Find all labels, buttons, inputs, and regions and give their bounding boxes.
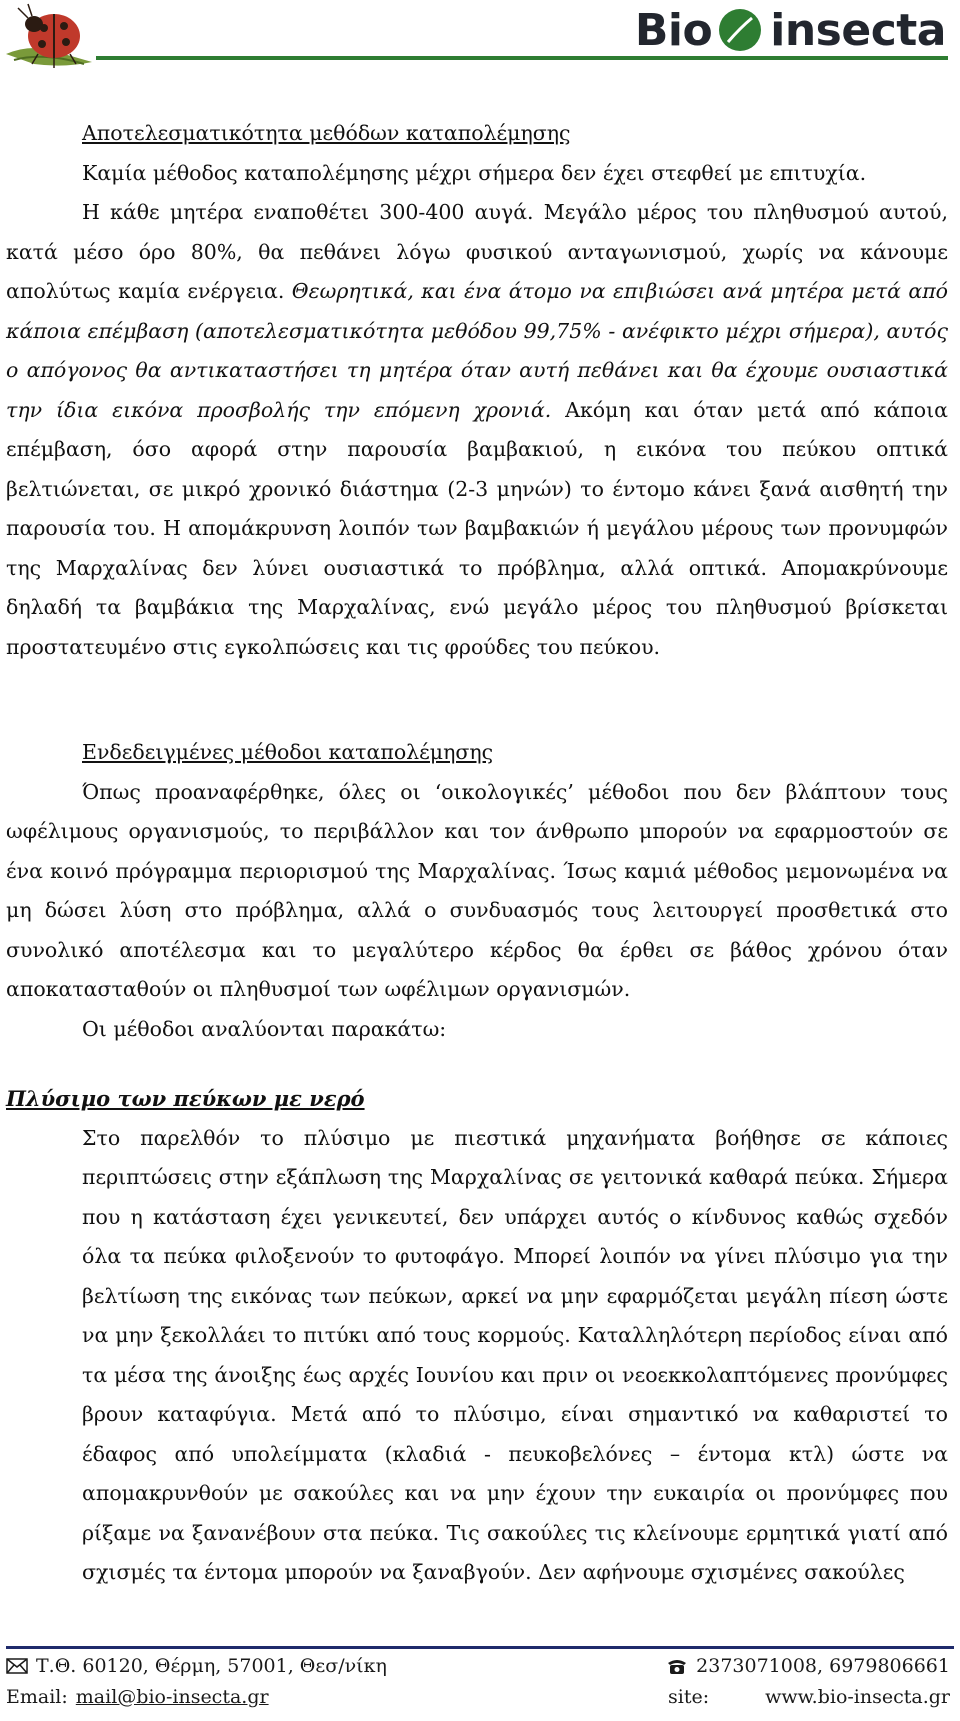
footer-divider bbox=[6, 1646, 954, 1649]
paragraph-italic-text: Θεωρητικά, και ένα άτομο να επιβιώσει ανά μητέρα μετά από κάποια επέμβαση (αποτελεσματικότητα μεθόδου 99,75% - ανέφικτο μέχρι σήμερα), αυτός ο απόγονος θα αντικαταστήσει τη μητέρα όταν αυτή πεθάνει και θα έχουμε ουσιαστικά την ίδια εικόνα προσβολής την επόμενη χρονιά. bbox=[6, 279, 949, 422]
effectiveness-paragraph bbox=[0, 193, 960, 667]
section-heading-effectiveness: Αποτελεσματικότητα μεθόδων καταπολέμησης bbox=[82, 121, 571, 145]
footer-address: Τ.Θ. 60120, Θέρμη, 57001, Θεσ/νίκη bbox=[36, 1655, 387, 1677]
site-link[interactable]: www.bio-insecta.gr bbox=[765, 1686, 950, 1708]
leaf-icon bbox=[718, 8, 762, 52]
intro-line: Καμία μέθοδος καταπολέμησης μέχρι σήμερα δεν έχει στεφθεί με επιτυχία. bbox=[82, 160, 867, 185]
email-link[interactable]: mail@bio-insecta.gr bbox=[75, 1686, 269, 1708]
footer-phones: 2373071008, 6979806661 bbox=[696, 1655, 950, 1677]
section-recommended-methods bbox=[0, 733, 960, 1049]
footer-contact-row bbox=[6, 1653, 950, 1679]
section-heading-recommended: Ενδεδειγμένες μέθοδοι καταπολέμησης bbox=[82, 740, 494, 764]
telephone-icon bbox=[666, 1657, 688, 1675]
section-heading-washing: Πλύσιμο των πεύκων με νερό bbox=[6, 1086, 365, 1111]
brand-logo bbox=[635, 2, 946, 58]
site-label: site: bbox=[668, 1686, 710, 1708]
washing-paragraph: Στο παρελθόν το πλύσιμο με πιεστικά μηχανήματα βοήθησε σε κάποιες περιπτώσεις στην εξάπλωση της Μαρχαλίνας σε γειτονικά καθαρά πεύκα. Σήμερα που η κατάσταση έχει γενικευτεί, δεν υπάρχει αυτός ο κίνδυνος καθώς σχεδόν όλα τα πεύκα φιλοξενούν το φυτοφάγο. Μπορεί λοιπόν να γίνει πλύσιμο για την βελτίωση της εικόνας των πεύκων, αρκεί να μην εφαρμόζεται μεγάλη πίεση ώστε να μην ξεκολλάει το πιτύκι από τους κορμούς. Καταλληλότερη περίοδος είναι από τα μέσα της άνοιξης έως αρχές Ιουνίου και πριν οι νεοεκκολαπτόμενες προνύμφες βρουν καταφύγια. Μετά από το πλύσιμο, είναι σημαντικό να καθαριστεί το έδαφος από υπολείμματα (κλαδιά - πευκοβελόνες – έντομα κτλ) ώστε να απομακρυνθούν με σακούλες και να μην έχουν την ευκαιρία οι προνύμφες που ρίξαμε να ξανανέβουν στα πεύκα. Τις σακούλες τις κλείνουμε ερμητικά γιατί από σχισμές τα έντομα μπορούν να ξαναβγούν. Δεν αφήνουμε σχισμένες σακούλες bbox=[82, 1125, 948, 1584]
brand-prefix: Bio bbox=[634, 4, 713, 56]
page-footer bbox=[0, 1640, 960, 1721]
page-header bbox=[0, 0, 960, 80]
paragraph-text: Ακόμη και όταν μετά από κάποια επέμβαση, όσο αφορά στην παρουσία βαμβακιού, η εικόνα του πεύκου οπτικά βελτιώνεται, σε μικρό χρονικό διάστημα (2-3 μηνών) το έντομο κάνει ξανά αισθητή την παρουσία του. Η απομάκρυνση λοιπόν των βαμβακιών ή μεγάλου μέρους των προνυμφών της Μαρχαλίνας δεν λύνει ουσιαστικά το πρόβλημα, αλλά οπτικά. Απομακρύνουμε δηλαδή τα βαμβάκια της Μαρχαλίνας, ενώ μεγάλο μέρος του πληθυσμού βρίσκεται προστατευμένο στις εγκολπώσεις και τις φρούδες του πεύκου. bbox=[6, 397, 949, 659]
ladybug-logo-icon bbox=[4, 2, 96, 80]
recommended-paragraph: Όπως προαναφέρθηκε, όλες οι ‘οικολογικές’ μέθοδοι που δεν βλάπτουν τους ωφέλιμους οργανισμούς, το περιβάλλον και τον άνθρωπο μπορούν να εφαρμοστούν σε ένα κοινό πρόγραμμα περιορισμού της Μαρχαλίνας. Ίσως καμιά μέθοδος μεμονωμένα να μη δώσει λύση στο πρόβλημα, αλλά ο συνδυασμός τους λειτουργεί προσθετικά στο συνολικό αποτέλεσμα και το μεγαλύτερο κέρδος θα έρθει σε βάθος χρόνου όταν αποκατασταθούν οι πληθυσμοί των ωφέλιμων οργανισμών. bbox=[6, 779, 948, 1001]
brand-suffix: insecta bbox=[770, 4, 946, 56]
footer-web-row bbox=[6, 1684, 950, 1710]
section-washing bbox=[0, 1079, 960, 1593]
envelope-icon bbox=[6, 1658, 28, 1674]
section-effectiveness bbox=[0, 114, 960, 667]
header-divider bbox=[96, 56, 948, 60]
methods-line: Οι μέθοδοι αναλύονται παρακάτω: bbox=[82, 1016, 447, 1041]
email-label: Email: bbox=[6, 1686, 68, 1708]
paragraph-text: Η κάθε μητέρα εναποθέτει 300-400 αυγά. Μεγάλο μέρος του πληθυσμού αυτού, κατά μέσο όρο 80%, θα πεθάνει λόγω φυσικού ανταγωνισμού, χωρίς να κάνουμε απολύτως καμία ενέργεια. bbox=[6, 200, 948, 303]
